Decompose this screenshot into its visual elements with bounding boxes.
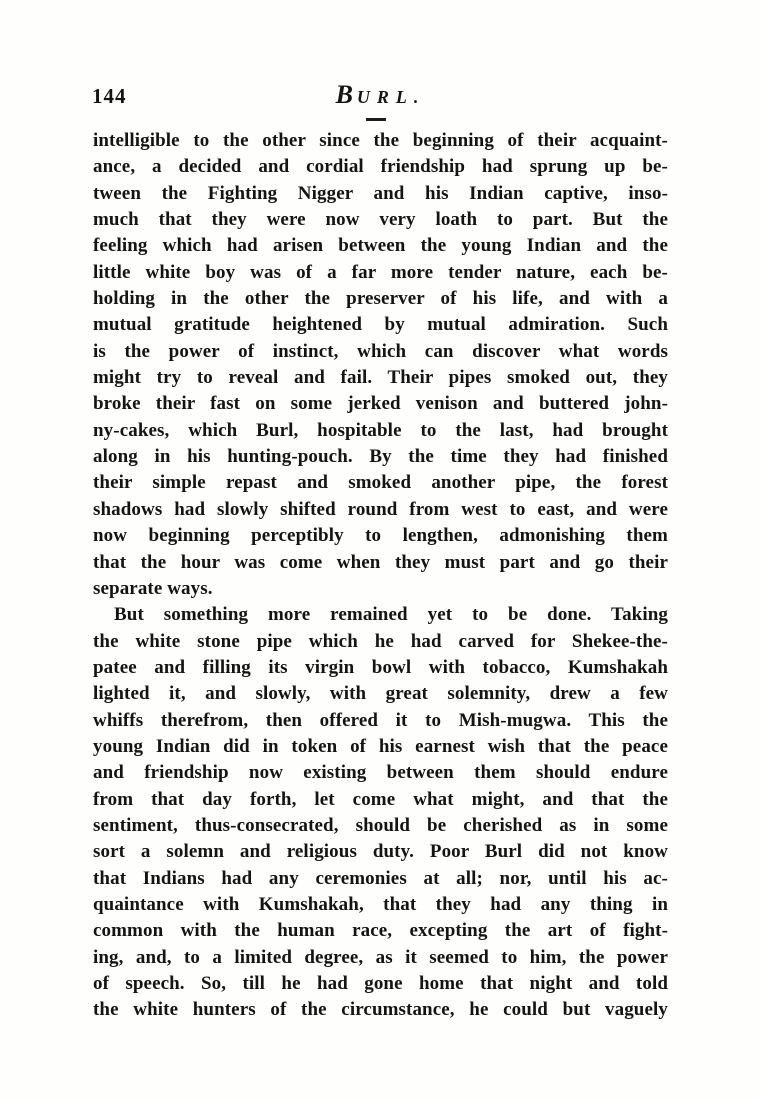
text-line: young Indian did in token of his earnest wish that the peace: [93, 735, 668, 757]
text-line: lighted it, and slowly, with great solemnity, drew a few: [93, 683, 668, 705]
text-line: feeling which had arisen between the young Indian and the: [93, 235, 668, 257]
text-line: might try to reveal and fail. Their pipes smoked out, they: [93, 367, 668, 389]
text-line: their simple repast and smoked another pipe, the forest: [93, 472, 668, 494]
text-line: sort a solemn and religious duty. Poor Burl did not know: [93, 841, 668, 863]
text-line: broke their fast on some jerked venison and buttered john-: [93, 393, 668, 415]
running-title: [93, 80, 668, 110]
text-line: is the power of instinct, which can discover what words: [93, 340, 668, 362]
text-line: mutual gratitude heightened by mutual admiration. Such: [93, 314, 668, 336]
paragraph: [93, 128, 668, 602]
page-body: [93, 128, 668, 1024]
text-line: that Indians had any ceremonies at all; nor, until his ac-: [93, 867, 668, 889]
text-line: that the hour was come when they must part and go their: [93, 551, 668, 573]
text-line: and friendship now existing between them should endure: [93, 762, 668, 784]
text-line: much that they were now very loath to part. But the: [93, 209, 668, 231]
text-line: ing, and, to a limited degree, as it seemed to him, the power: [93, 946, 668, 968]
text-line: the white stone pipe which he had carved for Shekee-the-: [93, 630, 668, 652]
text-line: quaintance with Kumshakah, that they had any thing in: [93, 893, 668, 915]
text-line: patee and filling its virgin bowl with tobacco, Kumshakah: [93, 656, 668, 678]
text-line: whiffs therefrom, then offered it to Mish-mugwa. This the: [93, 709, 668, 731]
text-line: sentiment, thus-consecrated, should be cherished as in some: [93, 814, 668, 836]
text-line: ance, a decided and cordial friendship had sprung up be-: [93, 156, 668, 178]
text-line: from that day forth, let come what might, and that the: [93, 788, 668, 810]
text-line: holding in the other the preserver of his life, and with a: [93, 288, 668, 310]
paragraph: [93, 602, 668, 1024]
text-line: the white hunters of the circumstance, he could but vaguely: [93, 999, 668, 1021]
text-line: now beginning perceptibly to lengthen, admonishing them: [93, 525, 668, 547]
text-line: But something more remained yet to be done. Taking: [114, 604, 668, 626]
text-line: shadows had slowly shifted round from west to east, and were: [93, 498, 668, 520]
page-number: 144: [92, 84, 127, 108]
text-line: separate ways.: [93, 577, 213, 599]
text-line: little white boy was of a far more tender nature, each be-: [93, 261, 668, 283]
text-line: ny-cakes, which Burl, hospitable to the last, had brought: [93, 419, 668, 441]
title-rule-divider: [366, 118, 386, 121]
text-line: along in his hunting-pouch. By the time they had finished: [93, 446, 668, 468]
text-line: tween the Fighting Nigger and his Indian captive, inso-: [93, 182, 668, 204]
running-title-rest: URL.: [356, 87, 426, 107]
text-line: intelligible to the other since the beginning of their acquaint-: [93, 130, 668, 151]
text-line: common with the human race, excepting the art of fight-: [93, 920, 668, 942]
text-line: of speech. So, till he had gone home that night and told: [93, 973, 668, 994]
running-title-initial: B: [335, 80, 357, 109]
